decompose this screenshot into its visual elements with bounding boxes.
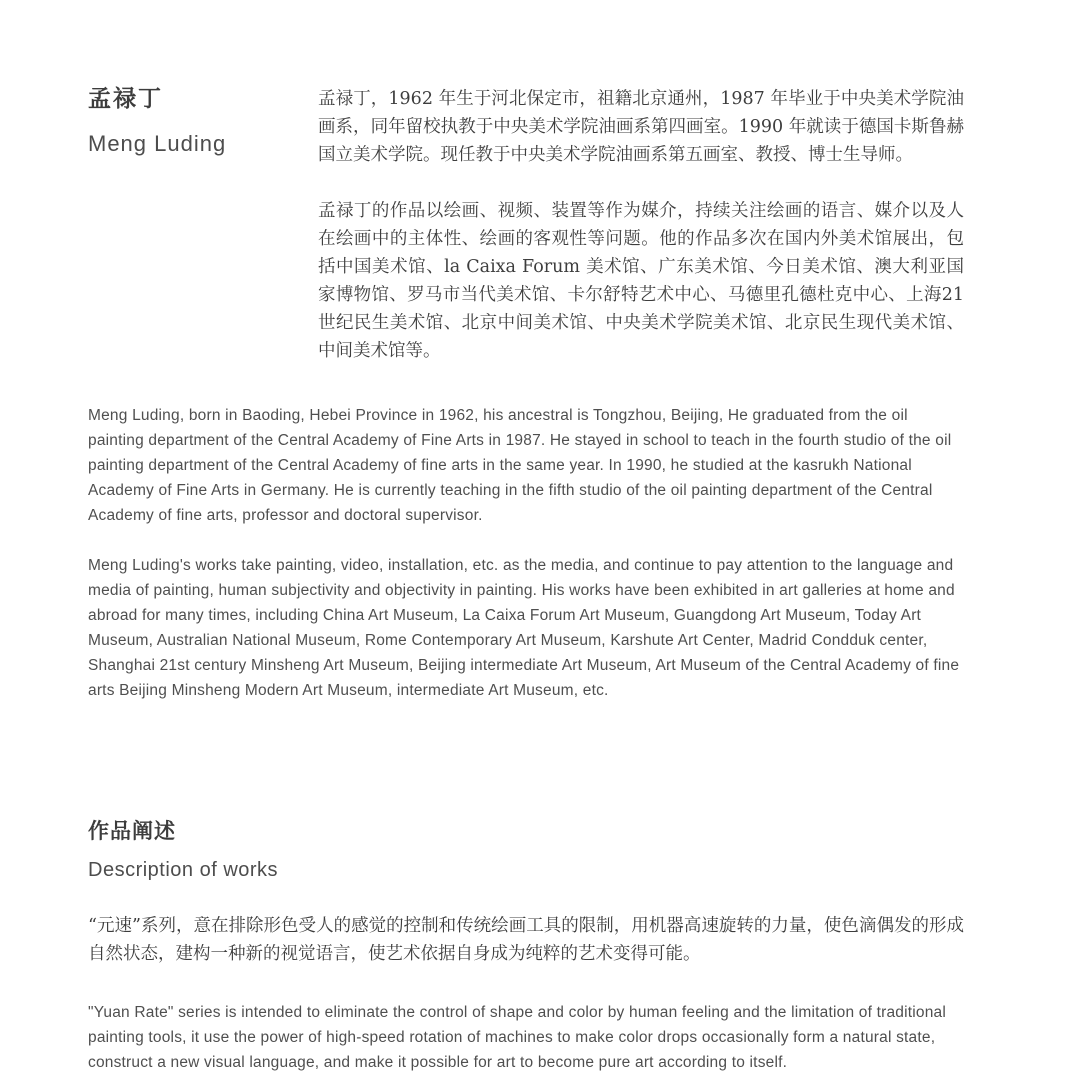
artist-bio-zh-paragraph-1: 孟禄丁，1962 年生于河北保定市，祖籍北京通州，1987 年毕业于中央美术学院油画系，同年留校执教于中央美术学院油画系第四画室。1990 年就读于德国卡斯鲁赫国立美术学院。现任教于中央美术学院油画系第五画室、教授、博士生导师。	[318, 89, 964, 165]
works-description-en: "Yuan Rate" series is intended to eliminate the control of shape and color by human feeling and the limitation of traditional painting tools, it use the power of high-speed rotation of machines to make color drops occasionally form a natural state, construct a new visual language, and make it possible for art to become pure art according to itself.	[88, 1004, 947, 1071]
works-section-heading-en: Description of works	[88, 859, 279, 881]
artist-name-block	[88, 85, 318, 157]
artist-name-zh: 孟禄丁	[88, 85, 163, 112]
works-section-heading-zh: 作品阐述	[88, 818, 176, 843]
works-description-zh: “元速”系列，意在排除形色受人的感觉的控制和传统绘画工具的限制，用机器高速旋转的力量，使色滴偶发的形成自然状态，建构一种新的视觉语言，使艺术依据自身成为纯粹的艺术变得可能。	[88, 916, 964, 964]
artist-bio-en-paragraph-1: Meng Luding, born in Baoding, Hebei Province in 1962, his ancestral is Tongzhou, Beijing, He graduated from the oil painting department of the Central Academy of Fine Arts in 1987. He stayed in school to teach in the fourth studio of the oil painting department of the Central Academy of fine arts in the same year. In 1990, he studied at the kasrukh National Academy of Fine Arts in Germany. He is currently teaching in the fifth studio of the oil painting department of the Central Academy of fine arts, professor and doctoral supervisor.	[88, 407, 952, 524]
artist-bio-en-paragraph-2: Meng Luding's works take painting, video, installation, etc. as the media, and continue to pay attention to the language and media of painting, human subjectivity and objectivity in painting. His works have been exhibited in art galleries at home and abroad for many times, including China Art Museum, La Caixa Forum Art Museum, Guangdong Art Museum, Today Art Museum, Australian National Museum, Rome Contemporary Art Museum, Karshute Art Center, Madrid Condduk center, Shanghai 21st century Minsheng Art Museum, Beijing intermediate Art Museum, Art Museum of the Central Academy of fine arts Beijing Minsheng Modern Art Museum, intermediate Art Museum, etc.	[88, 557, 960, 699]
artist-bio-zh-column	[318, 85, 964, 365]
artist-bio-zh-paragraph-2: 孟禄丁的作品以绘画、视频、装置等作为媒介，持续关注绘画的语言、媒介以及人在绘画中的主体性、绘画的客观性等问题。他的作品多次在国内外美术馆展出，包括中国美术馆、la Caixa Forum 美术馆、广东美术馆、今日美术馆、澳大利亚国家博物馆、罗马市当代美术馆、卡尔舒特艺术中心、马德里孔德杜克中心、上海21 世纪民生美术馆、北京中间美术馆、中央美术学院美术馆、北京民生现代美术馆、中间美术馆等。	[318, 201, 964, 361]
artist-bio-row	[88, 85, 964, 365]
artist-name-en: Meng Luding	[88, 130, 227, 156]
